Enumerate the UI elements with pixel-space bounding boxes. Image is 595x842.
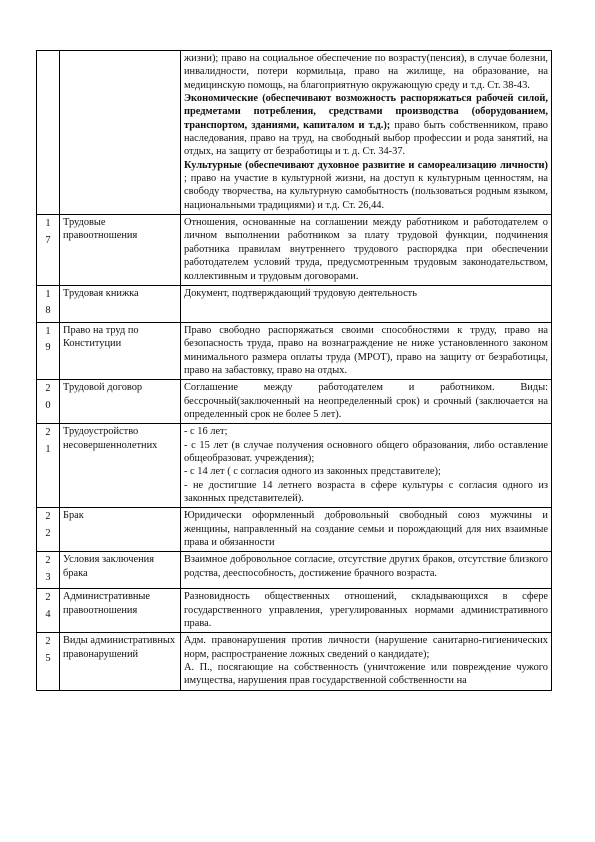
row-number-digit: 5 (45, 652, 51, 664)
definition-cell (181, 285, 552, 322)
definition-cell (181, 508, 552, 552)
row-number-digit: 2 (45, 527, 51, 539)
definition-paragraph (184, 216, 548, 283)
row-number-digit: 0 (45, 399, 51, 411)
term-cell: Брак (60, 508, 181, 552)
definition-cell (181, 380, 552, 424)
definition-text: Адм. правонарушения против личности (нарушение санитарно-гигиенических норм, распространение ложных сведений о кандидате); (184, 635, 548, 660)
term-cell (60, 51, 181, 215)
definition-text: - не достигшие 14 летнего возраста в сфере культуры с согласия одного из законных представителей). (184, 479, 548, 504)
definition-text: - с 16 лет; (184, 426, 228, 438)
term-cell: Условия заключения брака (60, 552, 181, 589)
row-number (37, 424, 60, 508)
definition-paragraph (184, 439, 548, 466)
definition-text: Соглашение между работодателем и работником. Виды: бессрочный(заключенный на неопределенный срок) и срочный (заключается на определенный срок не более 5 лет). (184, 382, 548, 420)
table-row (37, 380, 552, 424)
table-row (37, 285, 552, 322)
definition-text: Отношения, основанные на соглашении между работником и работодателем о личном выполнении работником за плату трудовой функции, подчинения работника правилам внутреннего трудового распорядка при обеспечении работодателем условий труда, предусмотренным трудовым законодательством, коллективным и трудовым договорами. (184, 217, 548, 282)
row-number-digit: 2 (45, 636, 51, 648)
definition-text: А. П., посягающие на собственность (уничтожение или повреждение чужого имущества, нарушения прав государственной собственности на (184, 662, 548, 687)
table-row (37, 552, 552, 589)
definition-cell (181, 215, 552, 286)
table-row (37, 424, 552, 508)
term-cell: Трудоустройство несовершеннолетних (60, 424, 181, 508)
row-number (37, 285, 60, 322)
table-row (37, 589, 552, 633)
row-number-digit: 4 (45, 608, 51, 620)
row-number-digit: 1 (45, 288, 51, 300)
term-cell: Трудовые правоотношения (60, 215, 181, 286)
row-number (37, 215, 60, 286)
definition-paragraph (184, 661, 548, 688)
row-number-digit: 1 (45, 218, 51, 230)
definition-text: - с 14 лет ( с согласия одного из законных представителе); (184, 466, 441, 478)
definition-text: право быть собственником, право наследования, право на труд, на свободный выбор профессии и рода занятий, на отдых, на защиту от безработицы и т. д. Ст. 34-37. (184, 119, 548, 158)
definition-cell (181, 424, 552, 508)
definition-paragraph (184, 52, 548, 92)
row-number (37, 508, 60, 552)
definition-text: - с 15 лет (в случае получения основного общего образования, либо оставление общеобразоват. учреждения); (184, 439, 548, 464)
definition-cell (181, 322, 552, 379)
term-cell: Право на труд по Конституции (60, 322, 181, 379)
row-number-digit: 2 (45, 555, 51, 567)
row-number (37, 633, 60, 690)
row-number-digit: 2 (45, 383, 51, 395)
table-row (37, 51, 552, 215)
row-number-digit: 9 (45, 342, 51, 354)
definition-paragraph (184, 92, 548, 159)
table-body (37, 51, 552, 691)
definition-paragraph (184, 425, 548, 438)
definition-paragraph (184, 553, 548, 580)
row-number (37, 51, 60, 215)
row-number-digit: 1 (45, 325, 51, 337)
row-number (37, 380, 60, 424)
glossary-table (36, 50, 552, 691)
row-number-digit: 2 (45, 511, 51, 523)
table-row (37, 508, 552, 552)
definition-paragraph (184, 509, 548, 549)
definition-paragraph (184, 590, 548, 630)
definition-cell (181, 589, 552, 633)
definition-text: Документ, подтверждающий трудовую деятельность (184, 287, 417, 299)
row-number (37, 552, 60, 589)
table-row (37, 215, 552, 286)
term-cell: Виды административных правонарушений (60, 633, 181, 690)
definition-text: Взаимное добровольное согласие, отсутствие других браков, отсутствие близкого родства, дееспособность, достижение брачного возраста. (184, 554, 548, 579)
table-row (37, 633, 552, 690)
definition-cell (181, 51, 552, 215)
definition-cell (181, 633, 552, 690)
row-number-digit: 2 (45, 592, 51, 604)
row-number (37, 322, 60, 379)
table-row (37, 322, 552, 379)
definition-text: жизни); право на социальное обеспечение по возрасту(пенсия), в случае болезни, инвалидности, потери кормильца, право на жилище, на образование, на медицинскую помощь, на благоприятную окружающую среду и т.д. Ст. 38-43. (184, 53, 548, 91)
row-number-digit: 1 (45, 443, 51, 455)
term-cell: Административные правоотношения (60, 589, 181, 633)
definition-paragraph (184, 465, 548, 478)
definition-text: Юридически оформленный добровольный свободный союз мужчины и женщины, направленный на создание семьи и порождающий для них взаимные права и обязанности (184, 510, 548, 548)
definition-paragraph (184, 479, 548, 506)
row-number-digit: 7 (45, 234, 51, 246)
row-number-digit: 8 (45, 305, 51, 317)
row-number-digit: 2 (45, 427, 51, 439)
definition-text: Разновидность общественных отношений, складывающихся в сфере государственного управления, урегулированных нормами административного права. (184, 591, 548, 630)
term-cell: Трудовой договор (60, 380, 181, 424)
definition-paragraph (184, 324, 548, 377)
term-cell: Трудовая книжка (60, 285, 181, 322)
row-number (37, 589, 60, 633)
bold-heading: Культурные (обеспечивают духовное развитие и самореализацию личности) (184, 159, 548, 171)
definition-paragraph (184, 287, 548, 300)
definition-paragraph (184, 159, 548, 212)
row-number-digit: 3 (45, 571, 51, 583)
definition-text: ; право на участие в культурной жизни, на доступ к культурным ценностям, на свободу творчества, на культурную самобытность (пользоваться родным языком, национальными традициями) и т.д. Ст. 26,44. (184, 173, 548, 211)
bold-heading: Экономические (обеспечивают возможность распоряжаться рабочей силой, предметами потребления, средствами производства (оборудованием, транспортом, зданиями, капиталом и т.д.); (184, 93, 548, 131)
definition-paragraph (184, 381, 548, 421)
definition-text: Право свободно распоряжаться своими способностями к труду, право на безопасность труда, право на вознаграждение не ниже установленного законом минимального размера оплаты труда (МРОТ), право на защиту от безработицы, право на забастовку, право на отдых. (184, 324, 548, 376)
definition-paragraph (184, 634, 548, 661)
definition-cell (181, 552, 552, 589)
